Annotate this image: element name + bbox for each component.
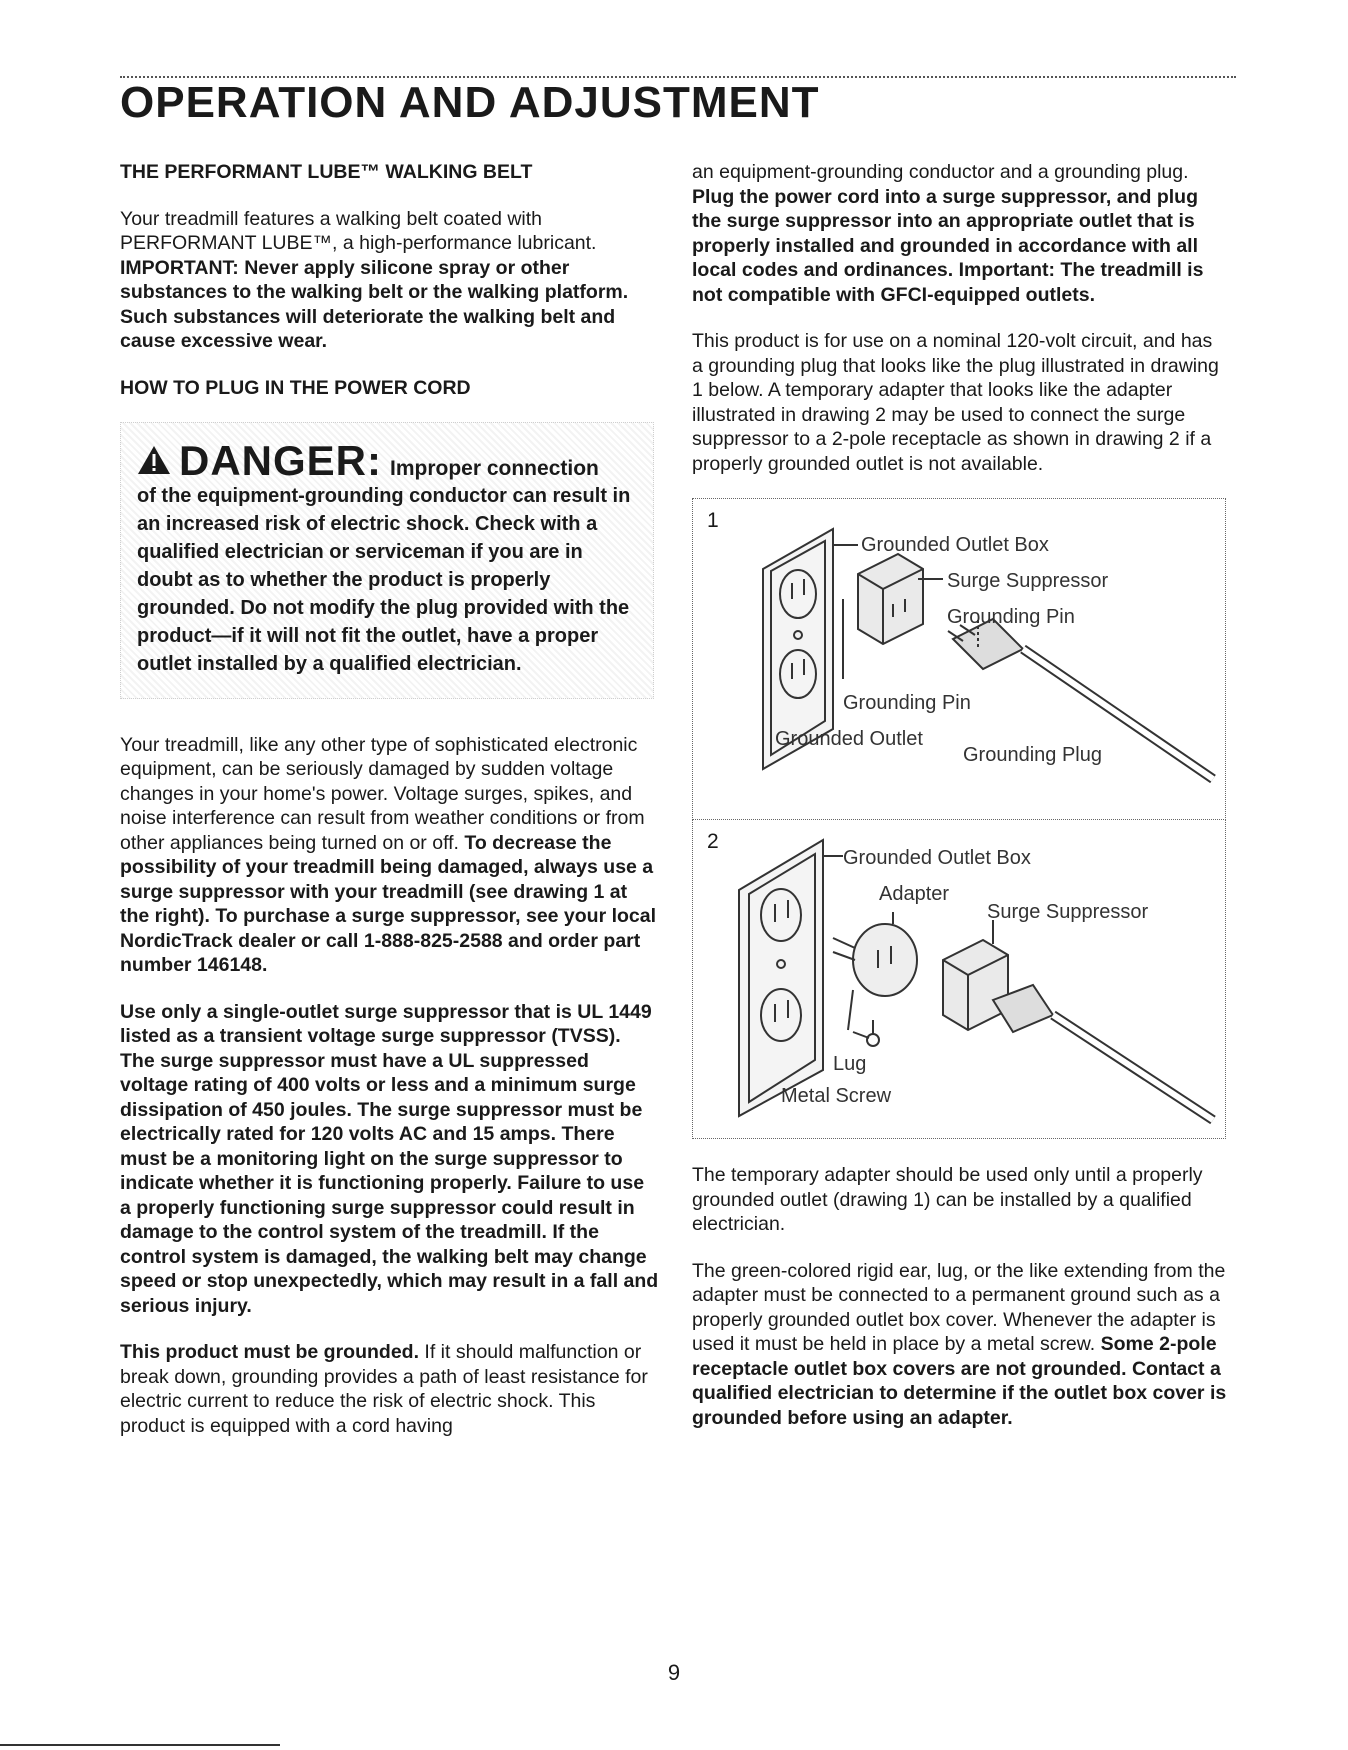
figure-1-outlet-box-label: Grounded Outlet Box: [861, 534, 1049, 556]
temporary-adapter-paragraph: The temporary adapter should be used only until a properly grounded outlet (drawing 1) can be installed by a qualified electrician.: [692, 1164, 1203, 1235]
conductor-paragraph: [692, 160, 1228, 307]
danger-text: of the equipment-grounding conductor can result in an increased risk of electric shock. Check with a qualified electrician or serviceman if you are in doubt as to whether the product is properly grounded. Do not modify the plug provided with the product—if it will not fit the outlet, have a proper outlet installed by a qualified electrician.: [137, 484, 631, 675]
circuit-paragraph: This product is for use on a nominal 120-volt circuit, and has a grounding plug that looks like the plug illustrated in drawing 1 below. A temporary adapter that looks like the adapter illustrated in drawing 2 may be used to connect the surge suppressor to a 2-pole receptacle as shown in drawing 2 if a properly grounded outlet is not available.: [692, 330, 1219, 475]
lug-bold: Some 2-pole receptacle outlet box covers are not grounded. Contact a qualified electrician to determine if the outlet box cover is grounded before using an adapter.: [692, 1333, 1227, 1429]
surge-text: Your treadmill, like any other type of sophisticated electronic equipment, can be seriously damaged by sudden voltage changes in your home's power. Voltage surges, spikes, and noise interference can result from weather conditions or from other appliances being turned on or off.: [120, 733, 645, 854]
danger-lead: Improper connection: [390, 457, 599, 480]
figure-2-metal-screw-label: Metal Screw: [781, 1085, 892, 1107]
page-number: 9: [667, 1660, 681, 1685]
figure-1-grounding-pin-center-label: Grounding Pin: [843, 692, 971, 714]
figure-1-grounding-plug-label: Grounding Plug: [963, 744, 1102, 766]
figure-2-surge-suppressor-label: Surge Suppressor: [987, 901, 1149, 923]
surge-paragraph: [120, 733, 660, 978]
figure-1: [692, 498, 1226, 820]
figure-1-surge-suppressor-label: Surge Suppressor: [947, 570, 1109, 592]
conductor-bold: Plug the power cord into a surge suppressor, and plug the surge suppressor into an appropriate outlet that is properly installed and grounded in accordance with all local codes and ordinances. Important: The treadmill is not compatible with GFCI-equipped outlets.: [692, 185, 1204, 306]
lug-paragraph: [692, 1259, 1228, 1431]
figure-2-outlet-box-label: Grounded Outlet Box: [843, 847, 1031, 869]
lube-important: IMPORTANT: Never apply silicone spray or other substances to the walking belt or the walking platform. Such substances will deteriorate the walking belt and cause excessive wear.: [120, 256, 629, 352]
lube-heading: THE PERFORMANT LUBE™ WALKING BELT: [120, 161, 533, 183]
power-cord-heading: HOW TO PLUG IN THE POWER CORD: [120, 376, 471, 399]
figure-2-lug-label: Lug: [833, 1053, 867, 1075]
page-title: OPERATION AND ADJUSTMENT: [120, 78, 820, 127]
single-outlet-paragraph: Use only a single-outlet surge suppressor that is UL 1449 listed as a transient voltage surge suppressor (TVSS). The surge suppressor must have a UL suppressed voltage rating of 400 volts or less and a minimum surge dissipation of 450 joules. The surge suppressor must be electrically rated for 120 volts AC and 15 amps. There must be a monitoring light on the surge suppressor to indicate whether it is functioning properly. Failure to use a properly functioning surge suppressor could result in damage to the control system of the treadmill. If the control system is damaged, the walking belt may change speed or stop unexpectedly, which may result in a fall and serious injury.: [120, 1000, 659, 1317]
left-column: [120, 160, 660, 1460]
figure-1-grounded-outlet-label: Grounded Outlet: [775, 728, 923, 750]
danger-header: [137, 437, 637, 484]
warning-triangle-icon: [137, 445, 171, 475]
figure-2: [692, 820, 1226, 1139]
danger-word: DANGER:: [179, 437, 382, 484]
lube-text: Your treadmill features a walking belt coated with PERFORMANT LUBE™, a high-performance lubricant.: [120, 207, 597, 254]
grounded-text: If it should malfunction or break down, grounding provides a path of least resistance for electric current to reduce the risk of electric shock. This product is equipped with a cord having: [120, 1341, 648, 1437]
grounded-bold: This product must be grounded.: [120, 1341, 419, 1363]
lube-paragraph: [120, 207, 660, 354]
right-column: [692, 160, 1228, 1452]
lug-text: The green-colored rigid ear, lug, or the like extending from the adapter must be connected to a permanent ground such as a properly grounded outlet box cover. Whenever the adapter is used it must be held in place by a metal screw.: [692, 1259, 1226, 1355]
grounded-paragraph: [120, 1340, 660, 1438]
figure-2-number: 2: [707, 830, 719, 853]
figure-1-number: 1: [707, 509, 719, 532]
footer-rule: [0, 1744, 280, 1746]
figure-2-adapter-label: Adapter: [879, 883, 950, 905]
surge-bold: To decrease the possibility of your treadmill being damaged, always use a surge suppressor with your treadmill (see drawing 1 at the right). To purchase a surge suppressor, see your local NordicTrack dealer or call 1-888-825-2588 and order part number 146148.: [120, 831, 657, 976]
danger-warning-box: [120, 422, 654, 699]
figure-1-grounding-pin-right-label: Grounding Pin: [947, 606, 1075, 628]
conductor-text: an equipment-grounding conductor and a grounding plug.: [692, 161, 1189, 183]
